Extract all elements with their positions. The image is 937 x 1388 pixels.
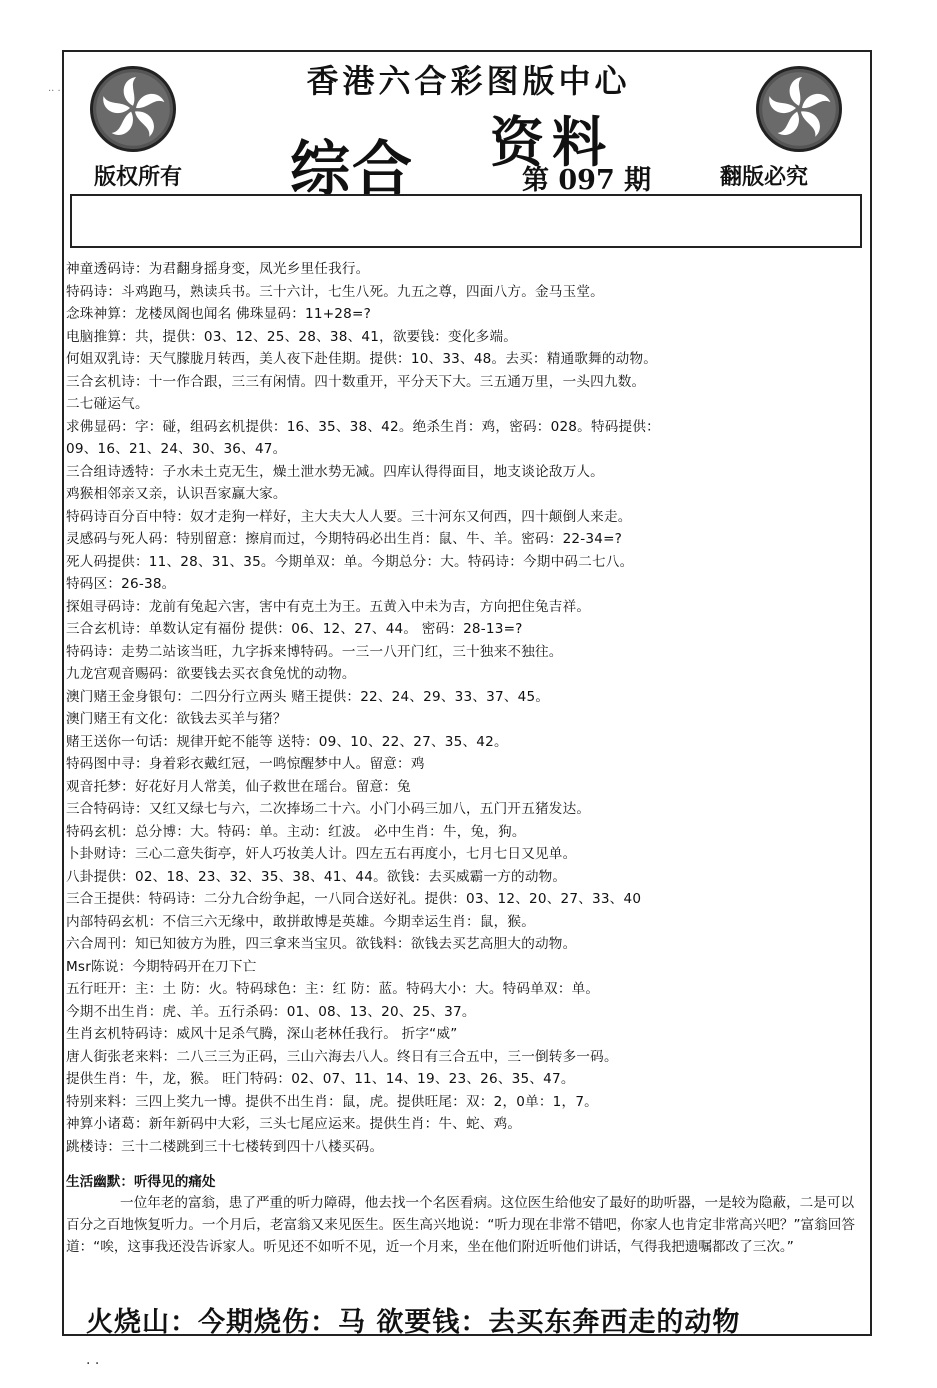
content-line: 五行旺开：主：土 防：火。特码球色：主：红 防：蓝。特码大小：大。特码单双：单。 <box>66 981 600 997</box>
content-line: 神算小诸葛：新年新码中大彩，三头七尾应运来。提供生肖：牛、蛇、鸡。 <box>66 1116 522 1132</box>
copyright-right: 翻版必究 <box>720 164 809 190</box>
content-line: 生肖玄机特码诗：威风十足杀气腾，深山老林任我行。 折字“威” <box>66 1026 458 1042</box>
content-line: 三合特码诗：又红又绿七与六，二次捧场二十六。小门小码三加八，五门开五猪发达。 <box>66 801 591 817</box>
corner-dots: · · <box>86 1356 100 1372</box>
content-line: 电脑推算：共，提供：03、12、25、28、38、41，欲要钱：变化多端。 <box>66 328 518 345</box>
content-line: 提供生肖：牛，龙，猴。 旺门特码：02、07、11、14、19、23、26、35、47。 <box>66 1071 575 1087</box>
content-line: 唐人街张老来料：二八三三为正码，三山六海去八人。终日有三合五中，三一倒转多一码。 <box>66 1048 618 1065</box>
footer-banner: 火烧山：今期烧伤：马 欲要钱：去买东奔西走的动物 <box>86 1307 741 1338</box>
content-line: 三合玄机诗：十一作合跟，三三有闲情。四十数重开，平分天下大。三五通万里，一头四九数。 <box>66 373 646 390</box>
issue-number: 第 097 期 <box>522 165 652 196</box>
content-line: 特别来料：三四上奖九一博。提供不出生肖：鼠，虎。提供旺尾：双：2，0单：1，7。 <box>66 1093 598 1110</box>
content-line: 卜卦财诗：三心二意失街亭，奸人巧妆美人计。四左五右再度小，七月七日又见单。 <box>66 846 577 862</box>
content-line: 观音托梦：好花好月人常美，仙子救世在瑶台。留意：兔 <box>66 778 411 795</box>
content-line: 灵感码与死人码：特别留意：擦肩而过，今期特码必出生肖：鼠、牛、羊。密码：22-34=? <box>66 531 623 547</box>
content-line: 三合组诗透特：子水未土克无生，燥土泄水势无减。四库认得得面目，地支谈论敌万人。 <box>66 463 604 480</box>
content-line: 澳门赌王金身银句：二四分行立两头 赌王提供：22、24、29、33、37、45。 <box>66 688 550 705</box>
content-line: 特码区：26-38。 <box>66 576 176 592</box>
story-body: 一位年老的富翁，患了严重的听力障碍，他去找一个名医看病。这位医生给他安了最好的助听器，一是较为隐蔽，二是可以百分之百地恢复听力。一个月后，老富翁又来见医生。医生高兴地说：“听力现在非常不错吧，你家人也肯定非常高兴吧？”富翁回答道：“唉，这事我还没告诉家人。听见还不如听不见，近一个月来，坐在他们附近听他们讲话，气得我把遗嘱都改了三次。” <box>66 1195 855 1255</box>
content-line: 求佛显码：字：碰，组码玄机提供：16、35、38、42。绝杀生肖：鸡，密码：028。特码提供： <box>66 418 660 435</box>
story-title: 生活幽默：听得见的痛处 <box>66 1174 216 1190</box>
content-line: 八卦提供：02、18、23、32、35、38、41、44。欲钱：去买威霸一方的动物。 <box>66 868 567 885</box>
empty-box <box>70 194 862 248</box>
content-line: 赌王送你一句话：规律开蛇不能等 送特：09、10、22、27、35、42。 <box>66 733 508 750</box>
content-line: 澳门赌王有文化：欲钱去买羊与猪？ <box>66 711 287 727</box>
content-line: 三合王提供：特码诗：二分九合纷争起，一八同合送好礼。提供：03、12、20、27、33、40 <box>66 891 642 907</box>
content-line: 特码诗百分百中特：奴才走狗一样好，主大夫大人人要。三十河东又何西，四十颠倒人来走。 <box>66 508 632 525</box>
content-lines <box>66 258 870 1158</box>
content-line: 特码诗：走势二站该当旺，九字拆来博特码。一三一八开门红，三十独来不独往。 <box>66 643 563 660</box>
copyright-left: 版权所有 <box>94 164 183 190</box>
content-line: 死人码提供：11、28、31、35。今期单双：单。今期总分：大。特码诗：今期中码二七八。 <box>66 553 634 570</box>
content-line: 09、16、21、24、30、36、47。 <box>66 441 287 457</box>
page-title: 香港六合彩图版中心 <box>306 62 631 100</box>
corner-dots: ·· · <box>48 86 61 97</box>
content-line: 念珠神算：龙楼凤阁也闻名 佛珠显码：11+28=? <box>66 306 372 322</box>
content-line: 探姐寻码诗：龙前有兔起六害，害中有克土为王。五黄入中未为吉，方向把住兔吉祥。 <box>66 598 591 615</box>
content-line: 九龙宫观音赐码：欲要钱去买衣食兔忧的动物。 <box>66 666 356 682</box>
content-line: 跳楼诗：三十二楼跳到三十七楼转到四十八楼买码。 <box>66 1138 384 1155</box>
content-line: 二七碰运气。 <box>66 396 149 412</box>
content-line: 特码玄机：总分博：大。特码：单。主动：红波。 必中生肖：牛，兔，狗。 <box>66 823 526 840</box>
title-big-right: 资料 <box>490 110 614 174</box>
content-line: 三合玄机诗：单数认定有福份 提供：06、12、27、44。 密码：28-13=? <box>66 621 523 637</box>
content-line: 何姐双乳诗：天气朦胧月转西，美人夜下赴佳期。提供：10、33、48。去买：精通歌舞的动物。 <box>66 351 658 367</box>
content-line: 鸡猴相邻亲又亲，认识吾家赢大家。 <box>66 486 287 502</box>
content-line: 内部特码玄机：不信三六无缘中，敢拼敢博是英雄。今期幸运生肖：鼠，猴。 <box>66 913 535 930</box>
content-line: 神童透码诗：为君翻身摇身变，凤光乡里任我行。 <box>66 261 370 277</box>
content-line: 特码诗：斗鸡跑马，熟读兵书。三十六计，七生八死。九五之尊，四面八方。金马玉堂。 <box>66 283 604 300</box>
content-line: 今期不出生肖：虎、羊。五行杀码：01、08、13、20、25、37。 <box>66 1003 476 1020</box>
content-line: Msr陈说：今期特码开在刀下亡 <box>66 958 257 975</box>
content-line: 六合周刊：知已知彼方为胜，四三拿来当宝贝。欲钱料：欲钱去买艺高胆大的动物。 <box>66 936 577 952</box>
title-big-left: 综合 <box>290 135 414 205</box>
content-line: 特码图中寻：身着彩衣戴红冠，一鸣惊醒梦中人。留意：鸡 <box>66 756 425 772</box>
